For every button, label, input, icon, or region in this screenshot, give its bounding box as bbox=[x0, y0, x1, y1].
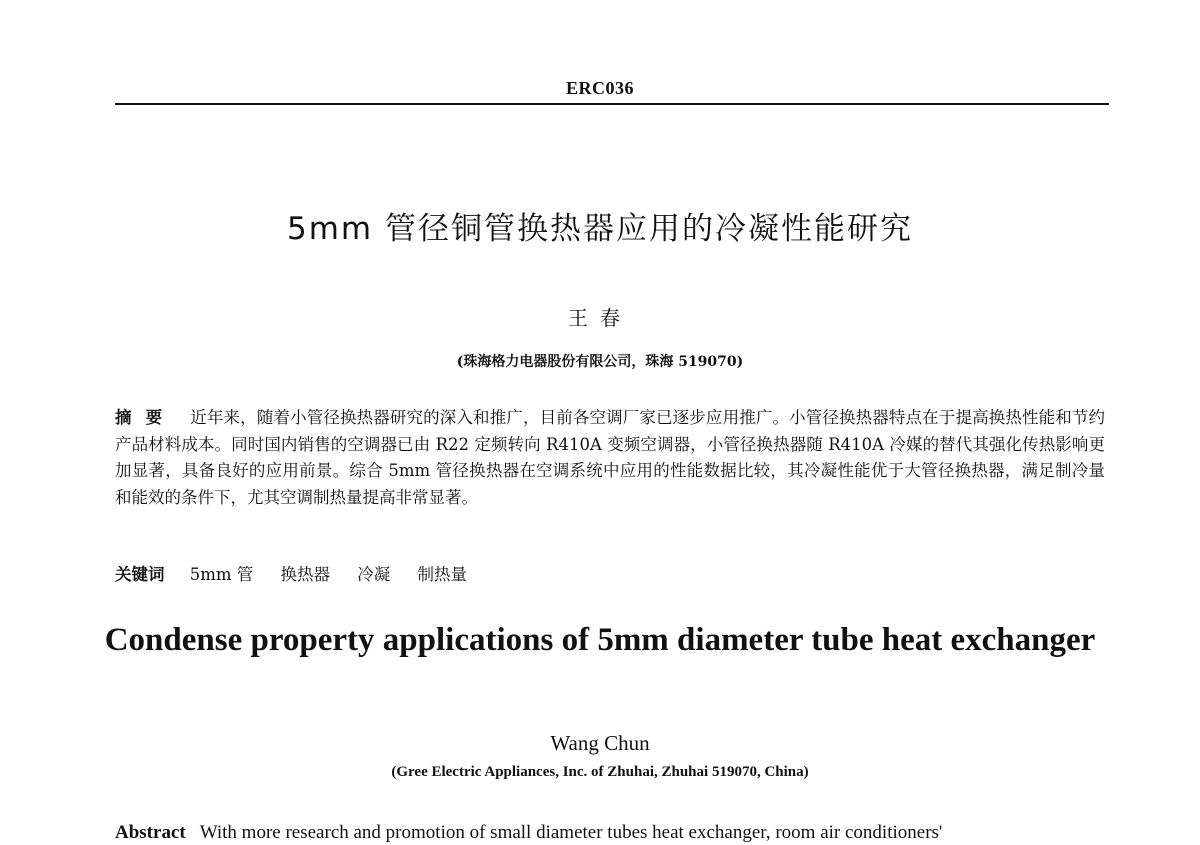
chinese-title: 5mm 管径铜管换热器应用的冷凝性能研究 bbox=[287, 211, 913, 247]
chinese-affiliation: (珠海格力电器股份有限公司，珠海 519070) bbox=[456, 354, 744, 370]
chinese-keywords-label: 关键词 bbox=[115, 565, 165, 584]
chinese-abstract-label: 摘要 bbox=[115, 408, 177, 427]
keyword: 换热器 bbox=[280, 565, 331, 584]
english-abstract bbox=[115, 822, 1105, 844]
keyword: 制热量 bbox=[417, 565, 468, 584]
chinese-keywords bbox=[115, 562, 1105, 588]
keyword: 冷凝 bbox=[357, 565, 391, 584]
chinese-abstract-text: 近年来，随着小管径换热器研究的深入和推广，目前各空调厂家已逐步应用推广。小管径换热器特点在于提高换热性能和节约产品材料成本。同时国内销售的空调器已由 R22 定频转向 R410A 变频空调器，小管径换热器随 R410A 冷媒的替代其强化传热影响更加显著，具备良好的应用前景。综合 5mm 管径换热器在空调系统中应用的性能数据比较，其冷凝性能优于大管径换热器，满足制冷量和能效的条件下，尤其空调制热量提高非常显著。 bbox=[115, 408, 1106, 507]
chinese-author: 王春 bbox=[568, 306, 632, 330]
chinese-abstract bbox=[115, 405, 1105, 511]
document-code: ERC036 bbox=[565, 78, 634, 98]
english-abstract-text: With more research and promotion of small diameter tubes heat exchanger, room air conditioners' bbox=[199, 822, 943, 843]
english-abstract-label: Abstract bbox=[115, 822, 186, 843]
english-author: Wang Chun bbox=[550, 731, 650, 755]
english-affiliation: (Gree Electric Appliances, Inc. of Zhuhai, Zhuhai 519070, China) bbox=[391, 764, 809, 780]
english-title: Condense property applications of 5mm diameter tube heat exchanger bbox=[104, 622, 1096, 658]
keyword: 5mm 管 bbox=[189, 565, 254, 584]
header-divider bbox=[115, 103, 1109, 105]
